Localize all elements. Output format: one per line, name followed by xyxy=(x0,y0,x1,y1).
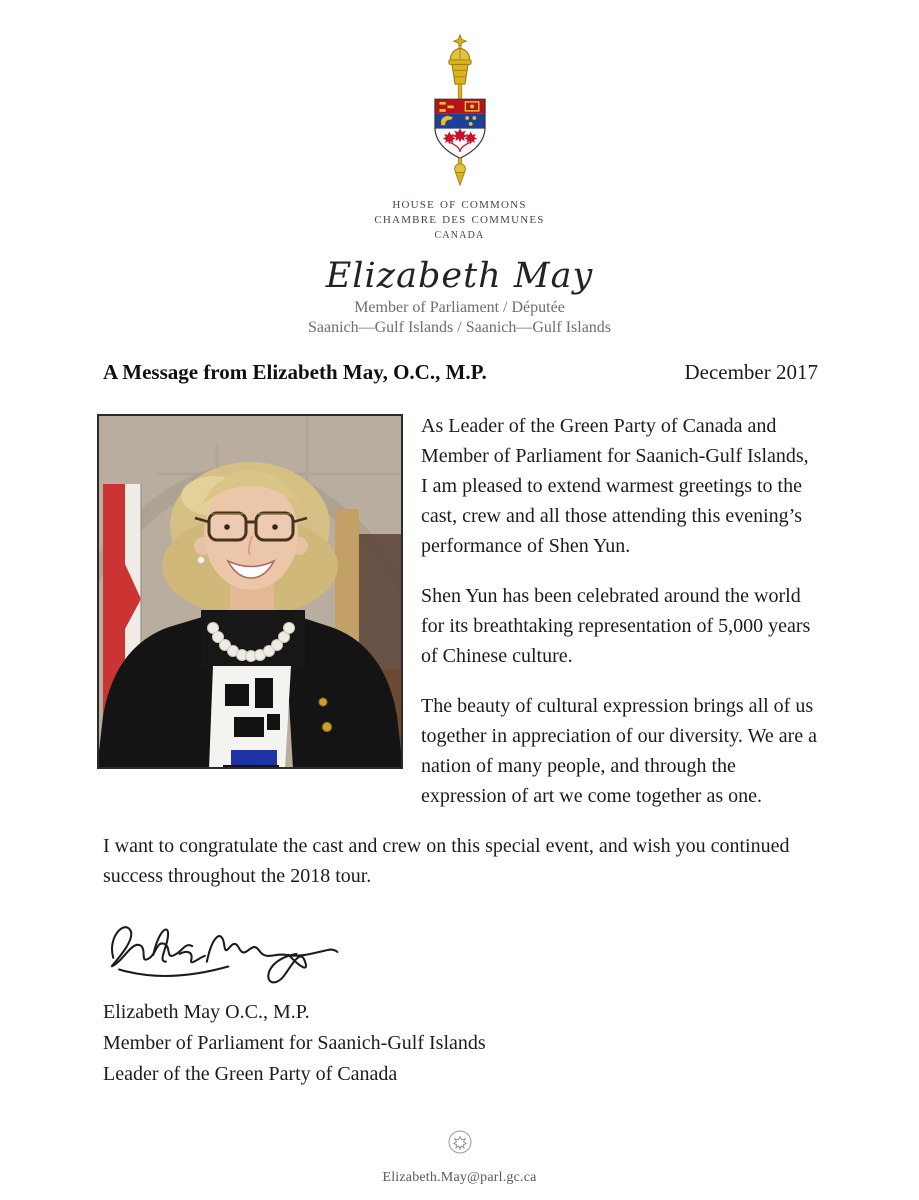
message-heading-row xyxy=(103,360,818,385)
org-line-english: house of commons xyxy=(392,196,527,212)
paragraph-4: I want to congratulate the cast and crew on this special event, and wish you continued success throughout the 2018 tour. xyxy=(103,835,790,887)
mp-riding-line: Saanich—Gulf Islands / Saanich—Gulf Islands xyxy=(307,319,612,336)
house-of-commons-mace-crest-icon xyxy=(417,34,503,186)
mp-title-line: Member of Parliament / Députée xyxy=(354,299,565,316)
letter-body xyxy=(103,411,818,1090)
letter-content xyxy=(0,360,919,1090)
signature-image xyxy=(97,911,818,987)
paragraph-3: The beauty of cultural expression brings all of us together in appreciation of our diversity. We are a nation of many people, and through the expression of art we come together as one. xyxy=(421,695,818,807)
maple-leaf-seal-icon xyxy=(446,1128,474,1156)
message-heading: A Message from Elizabeth May, O.C., M.P. xyxy=(103,360,487,384)
org-name-block xyxy=(0,197,919,242)
signatory-name: Elizabeth May O.C., M.P. xyxy=(103,1001,310,1023)
mp-name-script: Elizabeth May xyxy=(325,256,594,296)
org-line-canada: canada xyxy=(434,227,485,242)
signatory-role: Member of Parliament for Saanich-Gulf Islands xyxy=(103,1032,486,1054)
letterhead xyxy=(0,0,919,338)
portrait-photo xyxy=(97,414,403,769)
letter-footer xyxy=(0,1128,919,1186)
paragraph-1: As Leader of the Green Party of Canada and Member of Parliament for Saanich-Gulf Islands, I am pleased to extend warmest greetings to the cast, crew and all those attending this evening’s performance of Shen Yun. xyxy=(421,415,809,557)
signatory-party: Leader of the Green Party of Canada xyxy=(103,1063,398,1085)
message-date: December 2017 xyxy=(684,360,818,384)
paragraph-2: Shen Yun has been celebrated around the world for its breathtaking representation of 5,000 years of Chinese culture. xyxy=(421,585,811,667)
contact-email: Elizabeth.May@parl.gc.ca xyxy=(382,1170,537,1185)
org-line-french: chambre des communes xyxy=(374,211,545,227)
signature-block xyxy=(103,997,818,1090)
